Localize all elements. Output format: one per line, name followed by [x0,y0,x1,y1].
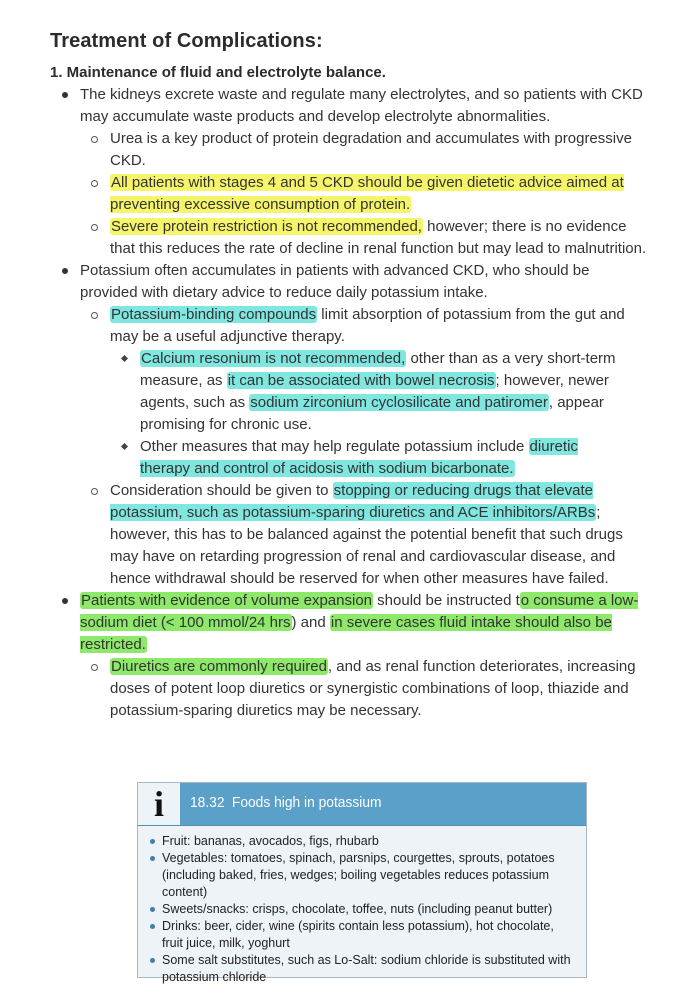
info-icon: i [153,784,164,824]
highlighted-text: Severe protein restriction is not recommended, [111,218,422,235]
bullet-item-level-2 [0,216,680,260]
info-box-title [190,794,381,811]
bullet-item-level-1 [0,84,680,128]
box-number: 18.32 [190,794,225,811]
section-title: 1. Maintenance of fluid and electrolyte balance. [50,64,386,81]
box-list-item: Some salt substitutes, such as Lo-Salt: sodium chloride is substituted with potassium chloride [148,952,578,986]
text-segment: , appear promising for chronic use. [140,394,604,433]
highlighted-text: Patients with evidence of volume expansion [81,592,373,609]
bullet-item-level-2 [0,128,680,172]
highlighted-text: sodium zirconium cyclosilicate and patiromer [250,394,548,411]
bullet-item-level-1 [0,590,680,656]
box-list [148,833,578,986]
highlighted-text: stopping or reducing drugs that elevate potassium, such as potassium-sparing diuretics and ACE inhibitors/ARBs [110,482,596,521]
text-segment: ; however, newer agents, such as [140,372,609,411]
text-segment: ; however, this has to be balanced against the potential benefit that such drugs may have on retarding progression of renal and cardiovascular disease, and hence withdrawal should be reserved for when other measures have failed. [110,504,623,587]
highlighted-text: Potassium-binding compounds [111,306,317,323]
info-box [137,782,587,984]
text-segment: limit absorption of potassium from the gut and may be a useful adjunctive therapy. [110,306,625,345]
box-list-item: Drinks: beer, cider, wine (spirits contain less potassium), hot chocolate, fruit juice, milk, yoghurt [148,918,578,952]
bullet-item-level-3 [0,348,680,436]
bullet-item-level-2 [0,656,680,722]
highlighted-text: Calcium resonium is not recommended, [141,350,406,367]
bullet-item-level-3 [0,436,680,480]
text-segment: however; there is no evidence that this reduces the rate of decline in renal function but may lead to malnutrition. [110,218,647,257]
text-segment: The kidneys excrete waste and regulate many electrolytes, and so patients with CKD may accumulate waste products and develop electrolyte abnormalities. [80,86,643,125]
text-segment: ) and [291,614,330,631]
text-segment: Urea is a key product of protein degradation and accumulates with progressive CKD. [110,130,632,169]
highlighted-text: diuretic therapy and control of acidosis with sodium bicarbonate. [140,438,578,477]
page-heading: Treatment of Complications: [50,30,323,52]
bullet-item-level-2 [0,172,680,216]
text-segment: Potassium often accumulates in patients with advanced CKD, who should be provided with dietary advice to reduce daily potassium intake. [80,262,590,301]
box-list-item: Sweets/snacks: crisps, chocolate, toffee, nuts (including peanut butter) [148,901,578,918]
text-segment: other than as a very short-term measure, as [140,350,616,389]
bullet-item-level-2 [0,304,680,348]
highlighted-text: in severe cases fluid intake should also be restricted. [80,614,612,653]
highlighted-text: o consume a low-sodium diet (< 100 mmol/24 hrs [80,592,639,631]
box-title-text: Foods high in potassium [231,794,382,811]
highlighted-text: Diuretics are commonly required [111,658,327,675]
box-list-item: Vegetables: tomatoes, spinach, parsnips, courgettes, sprouts, potatoes (including baked, fries, wedges; boiling vegetables reduces potassium content) [148,850,578,901]
highlighted-text: All patients with stages 4 and 5 CKD should be given dietetic advice aimed at preventing excessive consumption of protein. [110,174,624,213]
text-segment: Consideration should be given to [110,482,333,499]
bullet-item-level-2 [0,480,680,590]
text-segment: should be instructed t [373,592,520,609]
info-tab [138,783,180,825]
text-segment: Other measures that may help regulate potassium include [140,438,529,455]
highlighted-text: it can be associated with bowel necrosis [227,372,495,389]
bullet-item-level-1 [0,260,680,304]
box-list-item: Fruit: bananas, avocados, figs, rhubarb [148,833,578,850]
bullet-list [0,84,680,722]
info-box-header [138,783,586,826]
text-segment: , and as renal function deteriorates, increasing doses of potent loop diuretics or synergistic combinations of loop, thiazide and potassium-sparing diuretics may be necessary. [110,658,636,719]
